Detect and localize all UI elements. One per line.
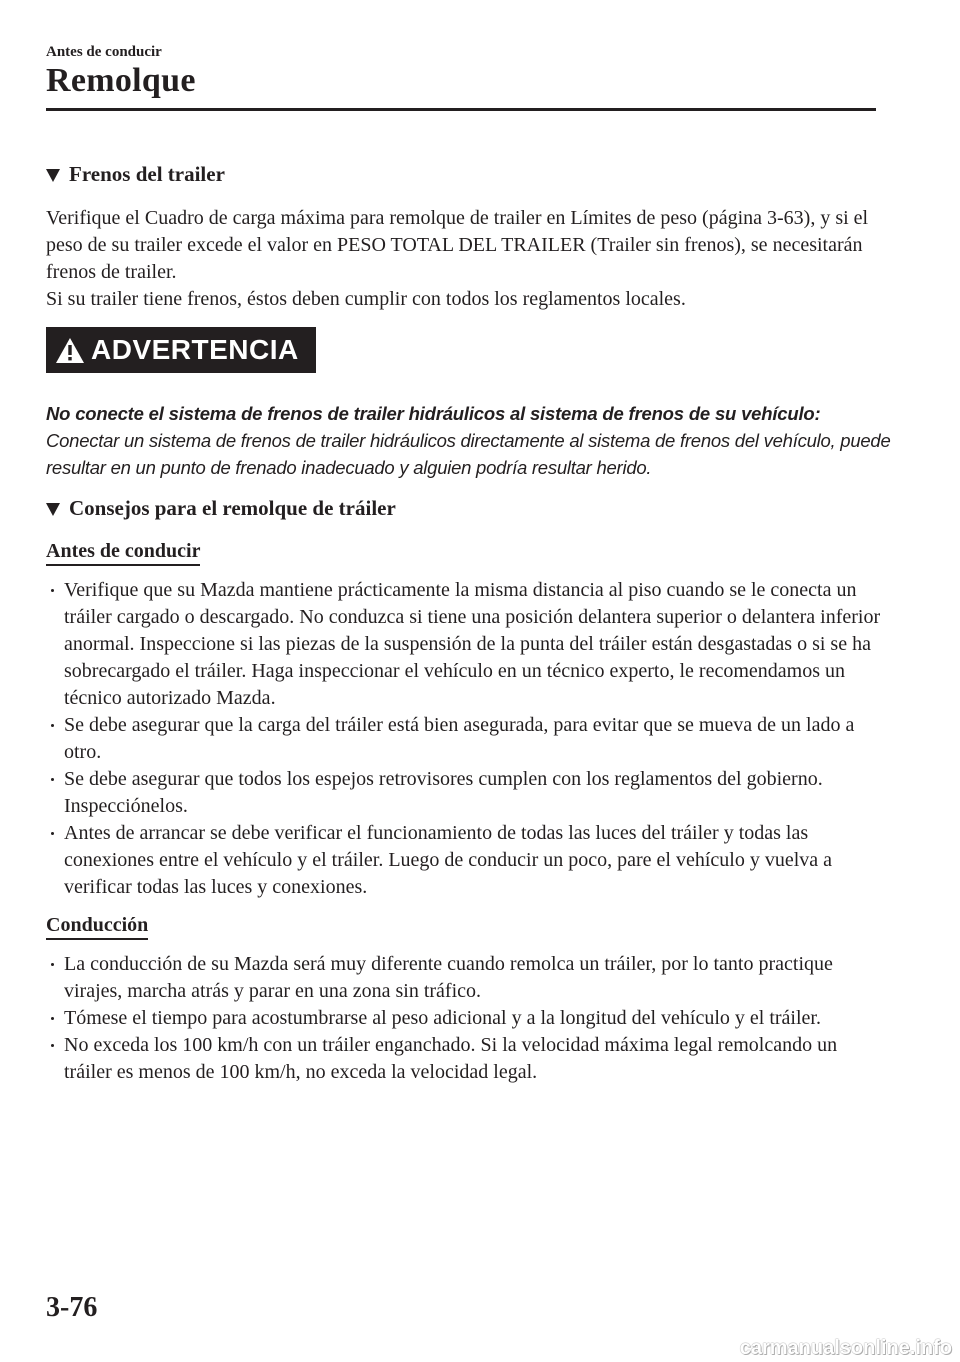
- section-heading-towing-tips: [46, 496, 396, 521]
- section-heading-text: Frenos del trailer: [69, 162, 225, 186]
- bullet-dot-icon: [51, 1017, 54, 1020]
- list-item: No exceda los 100 km/h con un tráiler enganchado. Si la velocidad máxima legal remolcando un tráiler es menos de 100 km/h, no exceda la velocidad legal.: [46, 1032, 886, 1086]
- chapter-label: Antes de conducir: [46, 44, 162, 60]
- warning-triangle-icon: [55, 337, 85, 364]
- list-item: Verifique que su Mazda mantiene prácticamente la misma distancia al piso cuando se le conecta un tráiler cargado o descargado. No conduzca si tiene una posición delantera superior o delantera inferior anormal. Inspeccione si las piezas de la suspensión de la punta del tráiler están desgastadas o si se ha sobrecargado el tráiler. Haga inspeccionar el vehículo en un técnico experto, le recomendamos un técnico autorizado Mazda.: [46, 577, 886, 712]
- bullet-dot-icon: [51, 1044, 54, 1047]
- list-item: Se debe asegurar que todos los espejos retrovisores cumplen con los reglamentos del gobierno. Inspecciónelos.: [46, 766, 886, 820]
- list-item: Se debe asegurar que la carga del tráiler está bien asegurada, para evitar que se mueva de un lado a otro.: [46, 712, 886, 766]
- warning-label: ADVERTENCIA: [91, 334, 299, 365]
- driving-list: [46, 951, 886, 1086]
- brakes-paragraph-1: Verifique el Cuadro de carga máxima para remolque de trailer en Límites de peso (página 3-63), y si el peso de su trailer excede el valor en PESO TOTAL DEL TRAILER (Trailer sin frenos), se necesitarán frenos de trailer.: [46, 207, 869, 283]
- warning-bold-line: No conecte el sistema de frenos de trailer hidráulicos al sistema de frenos de su vehículo:: [46, 403, 821, 424]
- section-heading-text: Consejos para el remolque de tráiler: [69, 496, 396, 520]
- bullet-dot-icon: [51, 832, 54, 835]
- list-item: La conducción de su Mazda será muy diferente cuando remolca un tráiler, por lo tanto practique virajes, marcha atrás y parar en una zona sin tráfico.: [46, 951, 886, 1005]
- bullet-dot-icon: [51, 778, 54, 781]
- brakes-paragraph-2: Si su trailer tiene frenos, éstos deben cumplir con todos los reglamentos locales.: [46, 288, 686, 310]
- section-heading-trailer-brakes: [46, 162, 225, 187]
- warning-body: [46, 400, 896, 481]
- list-item: Tómese el tiempo para acostumbrarse al peso adicional y a la longitud del vehículo y el tráiler.: [46, 1005, 886, 1032]
- subheading-before-driving: Antes de conducir: [46, 539, 200, 566]
- title-divider: [46, 108, 876, 111]
- subheading-driving: Conducción: [46, 913, 148, 940]
- list-item: Antes de arrancar se debe verificar el funcionamiento de todas las luces del tráiler y todas las conexiones entre el vehículo y el tráiler. Luego de conducir un poco, pare el vehículo y vuelva a verificar todas las luces y conexiones.: [46, 820, 886, 901]
- warning-text: Conectar un sistema de frenos de trailer hidráulicos directamente al sistema de frenos del vehículo, puede resultar en un punto de frenado inadecuado y alguien podría resultar herido.: [46, 430, 891, 478]
- bullet-dot-icon: [51, 589, 54, 592]
- watermark: carmanualsonline.info: [739, 1337, 952, 1359]
- bullet-dot-icon: [51, 963, 54, 966]
- warning-banner: [46, 327, 316, 373]
- page-number: 3-76: [46, 1292, 98, 1323]
- bullet-dot-icon: [51, 724, 54, 727]
- triangle-bullet-icon: [46, 503, 60, 516]
- before-driving-list: [46, 577, 886, 901]
- triangle-bullet-icon: [46, 169, 60, 182]
- page-title: Remolque: [46, 62, 196, 99]
